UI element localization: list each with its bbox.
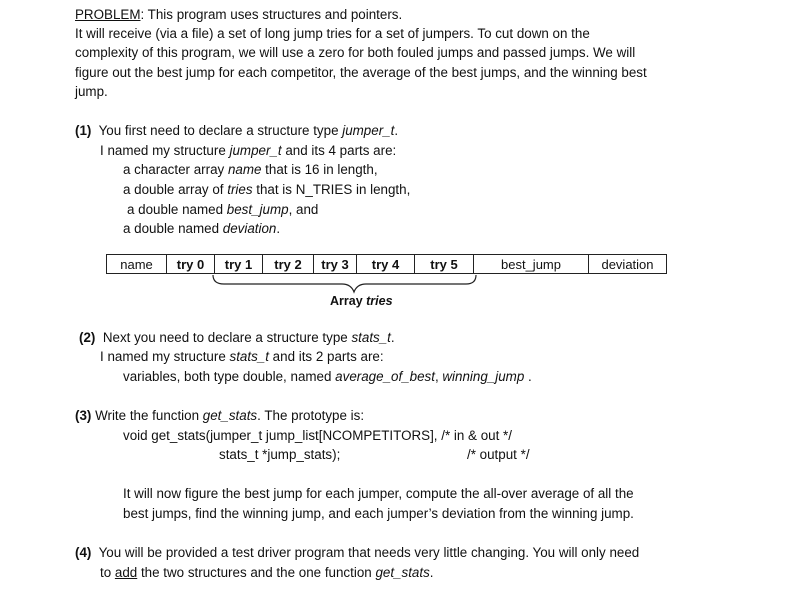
prototype-line-2-comment: /* output */ [467,447,530,462]
step4-line-1 [75,543,639,563]
step2-punct: . [390,330,395,345]
cell-try-4: try 4 [357,255,415,274]
step2-text: I named my structure [100,349,230,364]
cell-try-2: try 2 [263,255,314,274]
cell-best-jump: best_jump [474,255,589,274]
cell-name: name [107,255,167,274]
step4-text: to [100,565,115,580]
problem-line-3: complexity of this program, we will use a zero for both fouled jumps and passed jumps. We will [75,45,636,60]
field-average-of-best: average_of_best [335,369,435,384]
step4-line-2 [100,563,434,583]
cell-try-3: try 3 [314,255,357,274]
step1-type-name: jumper_t [342,123,395,138]
field-tries: tries [227,182,253,197]
field-best-jump: best_jump [226,202,289,217]
step4-number: (4) [75,545,92,560]
step1-text: I named my structure [100,143,230,158]
step3-number: (3) [75,408,92,423]
brace-label-tries: tries [366,294,393,308]
step1-text: that is 16 in length, [261,162,378,177]
step4-text: You will be provided a test driver program that needs very little changing. You will only need [98,545,640,560]
step2-text: Next you need to declare a structure type [102,330,352,345]
step1-text: a double array of [123,182,228,197]
step2-type-name: stats_t [229,349,269,364]
step1-text: , and [288,202,319,217]
step1-number: (1) [75,123,92,138]
step3-line-1 [75,406,364,426]
problem-line-4: figure out the best jump for each competitor, the average of the best jumps, and the winning best [75,65,647,80]
step3-text: . The prototype is: [257,408,365,423]
cell-try-5: try 5 [415,255,474,274]
problem-label: PROBLEM [75,7,141,22]
step4-add-word: add [114,565,138,580]
function-name: get_stats [375,565,430,580]
step1-text: a double named [127,202,227,217]
problem-line-2: It will receive (via a file) a set of long jump tries for a set of jumpers. To cut down on the [75,26,590,41]
step2-text: . [524,369,532,384]
function-name: get_stats [202,408,258,423]
prototype-line-1: void get_stats(jumper_t jump_list[NCOMPETITORS], /* in & out */ [123,428,512,443]
field-name: name [227,162,262,177]
step1-text: a double named [123,221,223,236]
step1-text: a character array [123,162,228,177]
step2-type-name: stats_t [351,330,391,345]
step1-text: that is N_TRIES in length, [252,182,411,197]
step2-line-1 [79,328,395,348]
prototype-line-2: stats_t *jump_stats); [219,447,341,462]
step3-desc-1: It will now figure the best jump for each jumper, compute the all-over average of all the [123,486,634,501]
step2-text: , [434,369,443,384]
step4-punct: . [429,565,434,580]
step3-text: Write the function [91,408,203,423]
problem-line-5: jump. [75,84,108,99]
step1-text: You first need to declare a structure type [98,123,343,138]
step1-text: . [276,221,281,236]
cell-try-1: try 1 [215,255,263,274]
step4-text: the two structures and the one function [137,565,376,580]
step2-line-2 [100,347,384,367]
problem-intro: : This program uses structures and pointers. [140,7,403,22]
step1-type-name: jumper_t [229,143,282,158]
cell-try-0: try 0 [167,255,215,274]
step2-text: and its 2 parts are: [268,349,384,364]
step1-punct: . [394,123,399,138]
field-winning-jump: winning_jump [442,369,525,384]
brace-label-text: Array [330,294,367,308]
step1-text: and its 4 parts are: [281,143,397,158]
cell-deviation: deviation [589,255,667,274]
step2-number: (2) [79,330,96,345]
array-tries-label [330,292,393,312]
field-deviation: deviation [222,221,277,236]
step3-desc-2: best jumps, find the winning jump, and each jumper’s deviation from the winning jump. [123,506,634,521]
step2-line-3 [123,367,532,387]
step2-text: variables, both type double, named [123,369,336,384]
